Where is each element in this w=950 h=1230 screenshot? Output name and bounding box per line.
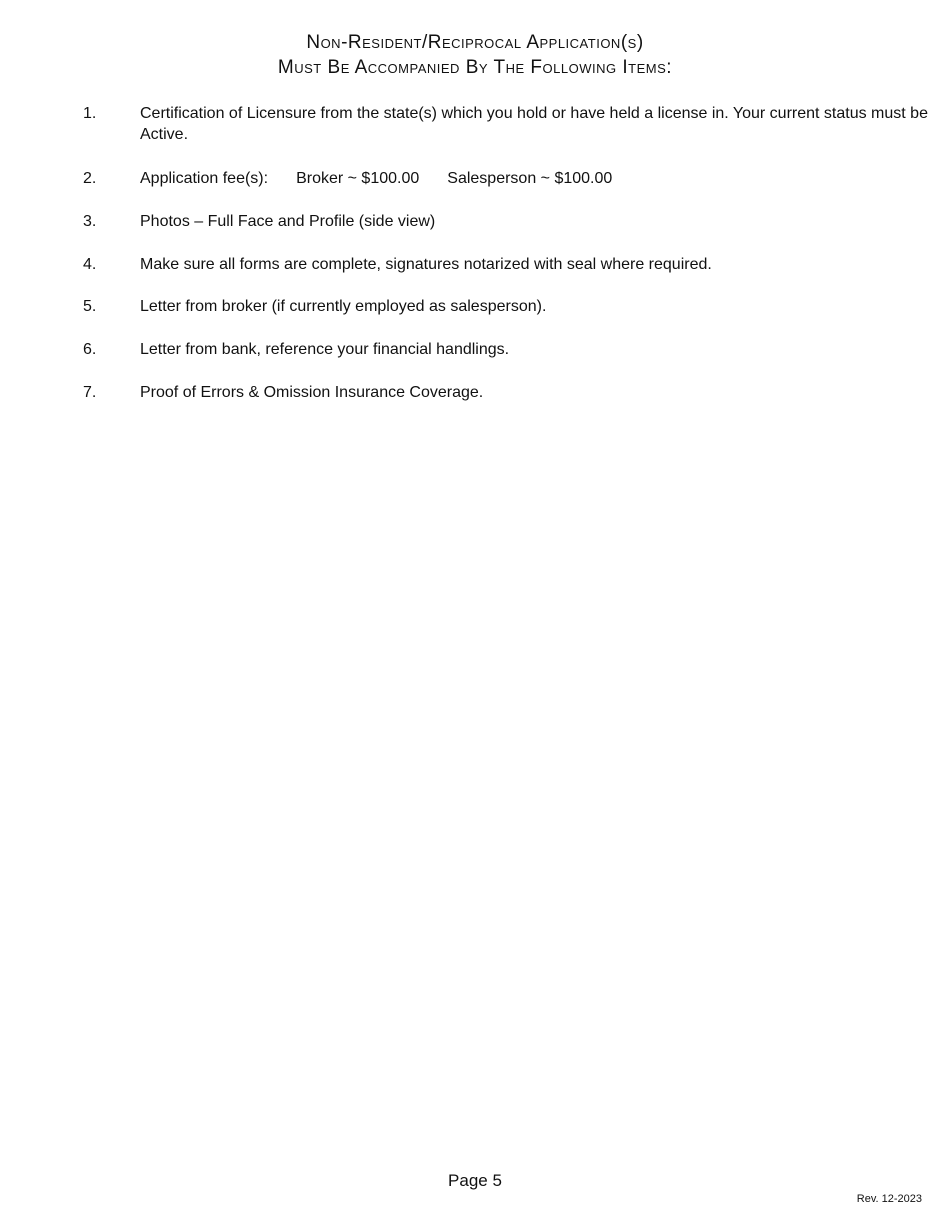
fee-label: Application fee(s): [140, 170, 269, 187]
item-text: Photos – Full Face and Profile (side view) [140, 213, 436, 230]
title-line-2: Must Be Accompanied By The Following Items: [277, 57, 673, 78]
page-number: Page 5 [448, 1171, 502, 1190]
item-number: 1. [83, 105, 97, 122]
item-number: 7. [83, 384, 97, 401]
item-text: Letter from bank, reference your financial handlings. [140, 341, 510, 358]
item-text: Certification of Licensure from the state(s) which you hold or have held a license in. Your current status must be Active. [140, 105, 928, 143]
item-number: 2. [83, 170, 97, 187]
item-number: 3. [83, 213, 97, 230]
title-line-1: Non-Resident/Reciprocal Application(s) [306, 32, 644, 53]
item-number: 6. [83, 341, 97, 358]
item-number: 4. [83, 256, 97, 273]
revision-date: Rev. 12-2023 [856, 1193, 922, 1205]
page-title [0, 30, 950, 80]
item-number: 5. [83, 298, 97, 315]
item-text [140, 168, 930, 189]
broker-fee: Broker ~ $100.00 [296, 170, 420, 187]
salesperson-fee: Salesperson ~ $100.00 [447, 170, 613, 187]
item-text: Letter from broker (if currently employed as salesperson). [140, 298, 547, 315]
item-text: Proof of Errors & Omission Insurance Coverage. [140, 384, 484, 401]
item-text: Make sure all forms are complete, signatures notarized with seal where required. [140, 256, 712, 273]
